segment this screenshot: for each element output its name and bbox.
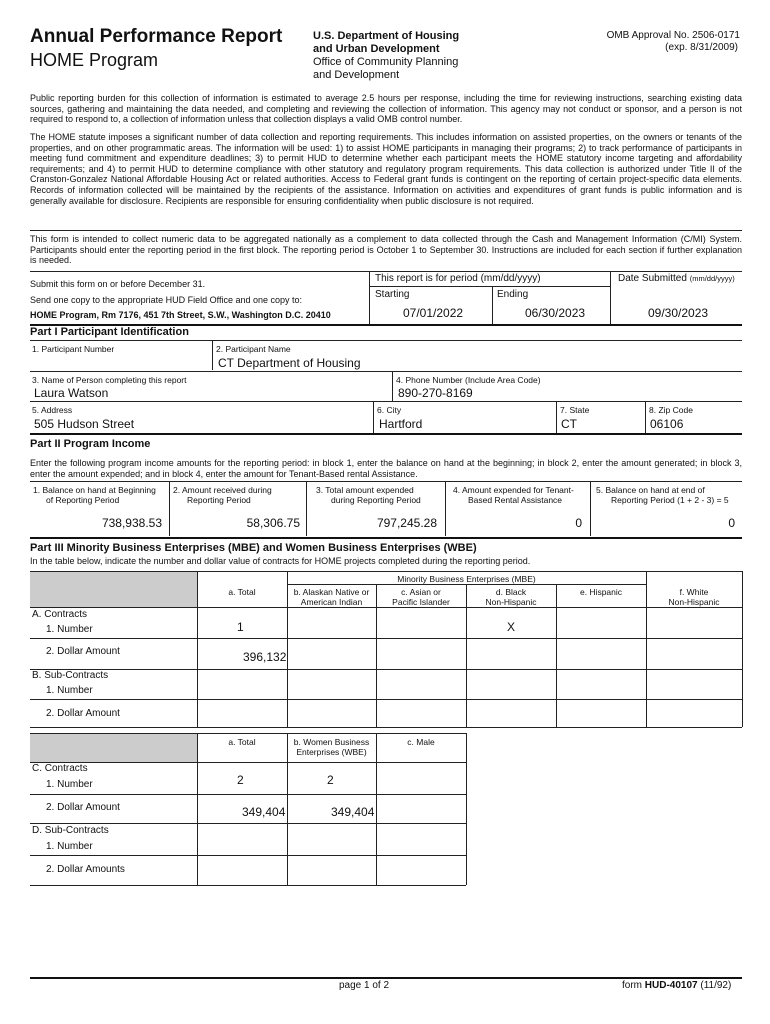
mbe-col-total: a. Total xyxy=(228,587,256,597)
row-subcontracts-b-number: 1. Number xyxy=(46,685,93,696)
date-submitted-text: Date Submitted xyxy=(618,273,687,284)
pi-col1-label-1: 1. Balance on hand at Beginning xyxy=(33,485,156,495)
divider xyxy=(30,733,466,734)
row-subcontracts-d-dollar: 2. Dollar Amounts xyxy=(46,864,125,875)
date-submitted-field[interactable]: 09/30/2023 xyxy=(648,306,709,320)
participant-name-label: 2. Participant Name xyxy=(216,344,291,354)
divider xyxy=(30,371,742,372)
part3-title: Part III Minority Business Enterprises (MBE) and Women Business Enterprises (WBE) xyxy=(30,542,477,554)
state-label: 7. State xyxy=(560,405,590,415)
divider xyxy=(30,571,742,572)
divider xyxy=(30,823,466,824)
tbra-amount-field[interactable]: 0 xyxy=(575,516,582,530)
divider xyxy=(30,401,742,402)
starting-date-field[interactable]: 07/01/2022 xyxy=(403,306,464,320)
pi-col2-label-1: 2. Amount received during xyxy=(173,485,272,495)
submit-deadline: Submit this form on or before December 31. xyxy=(30,279,206,289)
participant-name-field[interactable]: CT Department of Housing xyxy=(218,356,361,370)
amount-received-field[interactable]: 58,306.75 xyxy=(246,516,300,530)
pi-col4-label-1: 4. Amount expended for Tenant- xyxy=(453,485,574,495)
wbe-contracts-number-women[interactable]: 2 xyxy=(327,773,334,787)
divider xyxy=(30,433,742,435)
pi-col2-label-2: Reporting Period xyxy=(187,495,251,505)
divider xyxy=(212,340,213,370)
row-subcontracts-d-number: 1. Number xyxy=(46,841,93,852)
row-subcontracts-d: D. Sub-Contracts xyxy=(32,825,109,836)
mbe-col-asian-2: Pacific Islander xyxy=(392,597,450,607)
pi-col1-label-2: of Reporting Period xyxy=(46,495,120,505)
submit-instructions: Send one copy to the appropriate HUD Field Office and one copy to: xyxy=(30,295,302,305)
mbe-col-hispanic: e. Hispanic xyxy=(579,587,623,597)
address-label: 5. Address xyxy=(32,405,73,415)
page-number: page 1 of 2 xyxy=(339,980,390,991)
ending-date-field[interactable]: 06/30/2023 xyxy=(525,306,586,320)
office-line-1: Office of Community Planning xyxy=(313,56,459,68)
divider xyxy=(30,762,466,763)
row-contracts-c: C. Contracts xyxy=(32,763,88,774)
divider xyxy=(197,733,198,885)
office-line-2: and Development xyxy=(313,69,400,81)
preparer-name-label: 3. Name of Person completing this report xyxy=(32,375,187,385)
mbe-col-asian-1: c. Asian or xyxy=(401,587,441,597)
part2-instructions: Enter the following program income amounts for the reporting period: in block 1, enter the balance on hand at the beginning; in block 2, enter the amount generated; in block 3, enter the amount expended; and in block 4, enter the amount for Tenant-Based rental Assistance. xyxy=(30,458,742,479)
state-field[interactable]: CT xyxy=(561,417,577,431)
wbe-col-male: c. Male xyxy=(407,737,435,747)
row-contracts-c-dollar: 2. Dollar Amount xyxy=(46,802,120,813)
divider xyxy=(369,286,610,287)
mbe-col-black-1: d. Black xyxy=(495,587,527,597)
date-submitted-label xyxy=(618,273,735,284)
divider xyxy=(30,699,742,700)
divider xyxy=(30,855,466,856)
preparer-name-field[interactable]: Laura Watson xyxy=(34,386,109,400)
part1-title: Part I Participant Identification xyxy=(30,326,189,338)
amount-expended-field[interactable]: 797,245.28 xyxy=(376,516,437,530)
divider xyxy=(645,401,646,433)
divider xyxy=(590,481,591,536)
mbe-col-black-2: Non-Hispanic xyxy=(485,597,537,607)
divider xyxy=(392,371,393,401)
divider xyxy=(30,271,742,272)
form-id: HUD-40107 xyxy=(644,980,698,991)
phone-field[interactable]: 890-270-8169 xyxy=(398,386,473,400)
omb-approval: OMB Approval No. 2506-0171 xyxy=(606,30,740,41)
divider xyxy=(30,977,742,979)
ending-label: Ending xyxy=(497,289,529,300)
divider xyxy=(30,727,742,728)
balance-end-field[interactable]: 0 xyxy=(728,516,735,530)
divider xyxy=(169,481,170,536)
row-contracts-c-number: 1. Number xyxy=(46,779,93,790)
divider xyxy=(30,638,742,639)
divider xyxy=(376,733,377,885)
divider xyxy=(30,669,742,670)
zip-label: 8. Zip Code xyxy=(649,405,693,415)
divider xyxy=(30,607,742,608)
form-prefix: form xyxy=(622,980,642,991)
balance-beginning-field[interactable]: 738,938.53 xyxy=(101,516,162,530)
row-contracts-a: A. Contracts xyxy=(32,609,88,620)
pi-col3-label-1: 3. Total amount expended xyxy=(316,485,414,495)
starting-label: Starting xyxy=(375,289,410,300)
row-contracts-a-number: 1. Number xyxy=(46,624,93,635)
row-subcontracts-b-dollar: 2. Dollar Amount xyxy=(46,708,120,719)
pi-col5-label-2: Reporting Period (1 + 2 - 3) = 5 xyxy=(611,495,729,505)
shaded-header-cell xyxy=(30,571,197,607)
form-number xyxy=(622,980,731,991)
part3-instructions: In the table below, indicate the number and dollar value of contracts for HOME projects completed during the reporting period. xyxy=(30,556,531,566)
burden-statement: Public reporting burden for this collection of information is estimated to average 2.5 hours per response, including the time for reviewing instructions, searching existing data sources, gathering and maintaining the data needed, and completing and reviewing the collection of information. This agency may not conduct or sponsor, and a person is not required to respond to, a collection of information unless that collection displays a valid OMB control number. xyxy=(30,93,742,125)
statute-statement: The HOME statute imposes a significant number of data collection and reporting requirements. This includes information on assisted properties, on the owners or tenants of the properties, and on other programmatic areas. The information will be used: 1) to assist HOME participants in managing their programs; 2) to track performance of participants in meeting fund commitment and expenditure deadlines; 3) to permit HUD to determine whether each participant meets the HOME statutory income targeting and affordability requirements; and 4) to permit HUD to determine compliance with other statutory and regulatory program requirements. This data collection is authorized under Title II of the Cranston-Gonzalez National Affordable Housing Act or related authorities. Access to Federal grant funds is contingent on the reporting of certain project-specific data elements. Records of information collected will be maintained by the recipients of the assistance. Information on activities and expenditures of grant funds is public information and is generally available for disclosure. Recipients are responsible for ensuring confidentiality when public disclosure is not required. xyxy=(30,132,742,206)
wbe-contracts-number-total[interactable]: 2 xyxy=(237,773,244,787)
mbe-group-header: Minority Business Enterprises (MBE) xyxy=(397,574,536,584)
pi-col4-label-2: Based Rental Assistance xyxy=(468,495,563,505)
wbe-col-total: a. Total xyxy=(228,737,256,747)
divider xyxy=(373,401,374,433)
form-title: Annual Performance Report xyxy=(30,26,283,47)
form-subtitle: HOME Program xyxy=(30,50,159,70)
city-label: 6. City xyxy=(377,405,402,415)
agency-line-2: and Urban Development xyxy=(313,43,440,55)
divider xyxy=(492,286,493,324)
mbe-col-white-1: f. White xyxy=(679,587,709,597)
divider xyxy=(30,794,466,795)
wbe-col-women-2: Enterprises (WBE) xyxy=(296,747,367,757)
wbe-contracts-dollar-women[interactable]: 349,404 xyxy=(331,805,375,819)
address-field[interactable]: 505 Hudson Street xyxy=(34,417,135,431)
divider xyxy=(30,340,742,341)
divider xyxy=(556,401,557,433)
contracts-dollar-total[interactable]: 396,132 xyxy=(243,650,287,664)
wbe-contracts-dollar-total[interactable]: 349,404 xyxy=(242,805,286,819)
divider xyxy=(306,481,307,536)
pi-col3-label-2: during Reporting Period xyxy=(331,495,421,505)
divider xyxy=(610,271,611,324)
divider xyxy=(445,481,446,536)
purpose-statement: This form is intended to collect numeric data to be aggregated nationally as a complement to data collected through the Cash and Management Information (C/MI) System. Participants should enter the reporting period in the first block. The reporting period is October 1 to September 30. Instructions are included for each section if further explanation is needed. xyxy=(30,234,742,266)
agency-line-1: U.S. Department of Housing xyxy=(313,30,460,42)
submit-address: HOME Program, Rm 7176, 451 7th Street, S.W., Washington D.C. 20410 xyxy=(30,310,331,320)
form-date: (11/92) xyxy=(700,980,732,991)
row-subcontracts-b: B. Sub-Contracts xyxy=(32,670,109,681)
divider xyxy=(742,571,743,727)
omb-expiration: (exp. 8/31/2009) xyxy=(665,42,738,53)
divider xyxy=(369,271,370,324)
contracts-number-black[interactable]: X xyxy=(507,620,516,634)
divider xyxy=(30,537,742,539)
period-label: This report is for period (mm/dd/yyyy) xyxy=(375,273,541,284)
divider xyxy=(30,481,742,482)
contracts-number-total[interactable]: 1 xyxy=(237,620,244,634)
city-field[interactable]: Hartford xyxy=(379,417,423,431)
divider xyxy=(556,584,557,727)
zip-field[interactable]: 06106 xyxy=(650,417,684,431)
participant-number-label: 1. Participant Number xyxy=(32,344,115,354)
wbe-col-women-1: b. Women Business xyxy=(293,737,370,747)
divider xyxy=(466,733,467,885)
divider xyxy=(30,885,466,886)
shaded-header-cell xyxy=(30,733,197,762)
mbe-col-alaskan-2: American Indian xyxy=(300,597,363,607)
mbe-col-alaskan-1: b. Alaskan Native or xyxy=(293,587,370,597)
divider xyxy=(30,230,742,231)
mbe-col-white-2: Non-Hispanic xyxy=(668,597,720,607)
part2-title: Part II Program Income xyxy=(30,438,151,450)
pi-col5-label-1: 5. Balance on hand at end of xyxy=(596,485,705,495)
phone-label: 4. Phone Number (Include Area Code) xyxy=(396,375,541,385)
row-contracts-a-dollar: 2. Dollar Amount xyxy=(46,646,120,657)
date-format-hint: (mm/dd/yyyy) xyxy=(689,274,735,283)
